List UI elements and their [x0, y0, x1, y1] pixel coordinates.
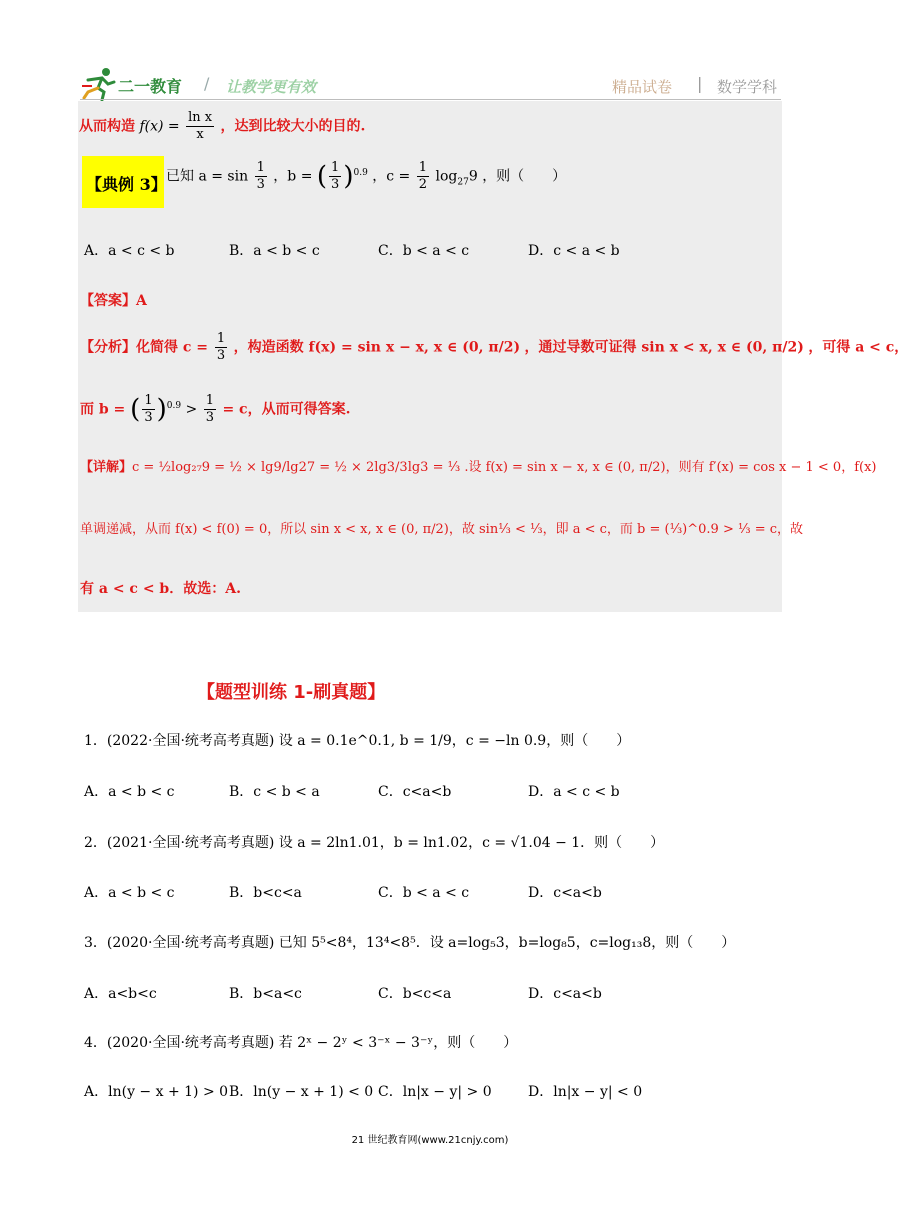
question-1-option-d: D．a < c < b: [528, 784, 620, 800]
analysis-line-1: 【分析】化简得 c = $\frac{1}{3}$ ，构造函数 f(x) = sin x − x, x ∈ (0, π/2) ，通过导数可证得 sin x < x, x ∈ (0, π/2) ，可得 a < c，: [80, 331, 908, 363]
example-stem: 已知 a = sin $\frac{1}{3}$ ，b = ( $\frac{1}{3}$ )$^{0.9}$ ，c = $\frac{1}{2}$ $\log_{27}9$ ，则（ ）: [166, 160, 567, 192]
example-option-a: A．a < c < b: [84, 243, 175, 259]
question-3-stem: 3．(2020·全国·统考高考真题) 已知 5⁵<8⁴，13⁴<8⁵．设 a=log₅3，b=log₈5，c=log₁₃8，则（ ）: [84, 935, 736, 951]
question-1-option-a: A．a < b < c: [84, 784, 175, 800]
section-title: 【题型训练 1-刷真题】: [197, 682, 386, 703]
question-4-option-b: B．ln(y − x + 1) < 0: [229, 1084, 374, 1100]
example-option-c: C．b < a < c: [378, 243, 470, 259]
detail-line-1: 【详解】c = ½log₂₇9 = ½ × lg9/lg27 = ½ × 2lg3/3lg3 = ⅓ .设 f(x) = sin x − x, x ∈ (0, π/2)，则有 f′(x) = cos x − 1 < 0，f(x): [80, 460, 877, 475]
question-2-option-a: A．a < b < c: [84, 885, 175, 901]
detail-line-3: 有 a < c < b．故选：A.: [80, 581, 241, 597]
question-2-option-b: B．b<c<a: [229, 885, 302, 901]
header-subject: 数学学科: [717, 78, 778, 96]
question-4-option-d: D．ln|x − y| < 0: [528, 1084, 643, 1100]
runner-logo-icon: [80, 66, 120, 102]
detail-line-2: 单调递减，从而 f(x) < f(0) = 0，所以 sin x < x, x ∈ (0, π/2)，故 sin⅓ < ⅓，即 a < c，而 b = (⅓)^0.9 > ⅓ = c，故: [80, 522, 804, 537]
example-option-b: B．a < b < c: [229, 243, 320, 259]
slogan: 让教学更有效: [226, 78, 317, 96]
fraction: $\frac{\text{ln x}}{x}$: [188, 110, 213, 142]
question-1-option-b: B．c < b < a: [229, 784, 320, 800]
question-3-option-c: C．b<c<a: [378, 986, 452, 1002]
question-4-option-a: A．ln(y − x + 1) > 0: [84, 1084, 229, 1100]
question-2-stem: 2．(2021·全国·统考高考真题) 设 a = 2ln1.01，b = ln1.02，c = √1.04 − 1．则（ ）: [84, 835, 665, 851]
question-3-option-b: B．b<a<c: [229, 986, 302, 1002]
header-category: 精品试卷: [612, 78, 673, 96]
question-1-stem: 1．(2022·全国·统考高考真题) 设 a = 0.1e^0.1, b = 1/9，c = −ln 0.9，则（ ）: [84, 733, 631, 749]
question-2-option-d: D．c<a<b: [528, 885, 602, 901]
brand-name: 二一教育: [118, 77, 183, 96]
example-tag: 【典例 3】: [86, 175, 167, 194]
header-separator: |: [697, 74, 703, 93]
example-option-d: D．c < a < b: [528, 243, 620, 259]
construction-note: 从而构造 f(x) = $\frac{\text{ln x}}{x}$ ，达到比较大小的目的.: [79, 110, 366, 142]
question-3-option-a: A．a<b<c: [84, 986, 157, 1002]
header-slash: /: [204, 74, 210, 93]
question-4-stem: 4．(2020·全国·统考高考真题) 若 2ˣ − 2ʸ < 3⁻ˣ − 3⁻ʸ，则（ ）: [84, 1035, 518, 1051]
question-1-option-c: C．c<a<b: [378, 784, 452, 800]
question-4-option-c: C．ln|x − y| > 0: [378, 1084, 492, 1100]
question-2-option-c: C．b < a < c: [378, 885, 470, 901]
footer: 21 世纪教育网(www.21cnjy.com): [351, 1135, 509, 1146]
question-3-option-d: D．c<a<b: [528, 986, 602, 1002]
analysis-line-2: 而 b = ( $\frac{1}{3}$ )$^{0.9}$ > $\frac{1}{3}$ = c，从而可得答案.: [80, 393, 351, 425]
header-divider: [80, 99, 781, 100]
answer: 【答案】A: [80, 293, 147, 309]
